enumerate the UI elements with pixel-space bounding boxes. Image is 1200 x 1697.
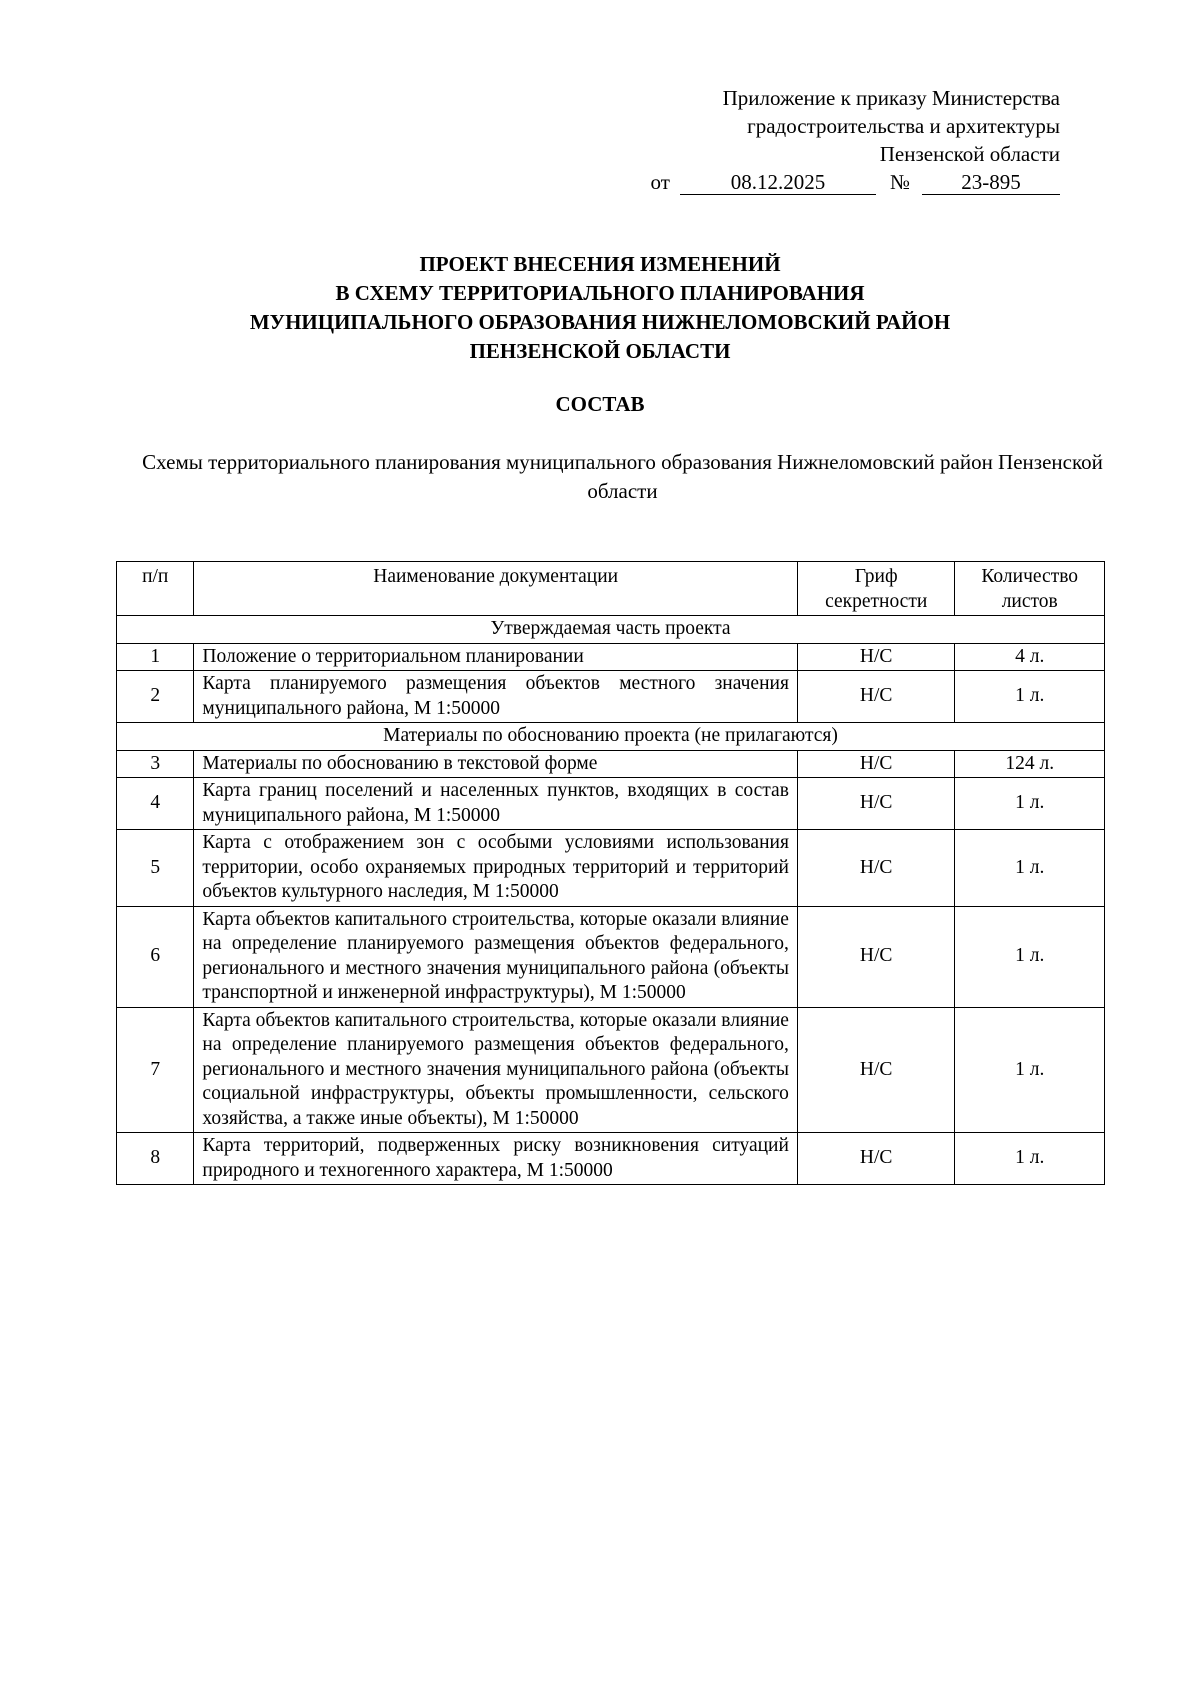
- header-grif: Гриф секретности: [797, 562, 955, 616]
- row-count: 1 л.: [955, 830, 1105, 907]
- row-grif: Н/С: [797, 906, 955, 1007]
- group-title: Материалы по обоснованию проекта (не прилагаются): [117, 723, 1105, 751]
- table-header-row: [117, 562, 1105, 616]
- row-num: 6: [117, 906, 194, 1007]
- row-count: 4 л.: [955, 643, 1105, 671]
- approval-stamp: [651, 84, 1060, 196]
- section-title: СОСТАВ: [555, 392, 645, 416]
- row-grif: Н/С: [797, 750, 955, 778]
- row-grif: Н/С: [797, 830, 955, 907]
- row-name: Карта границ поселений и населенных пунктов, входящих в состав муниципального района, М 1:50000: [194, 778, 798, 830]
- table-group-row: [117, 616, 1105, 644]
- row-grif: Н/С: [797, 778, 955, 830]
- row-num: 8: [117, 1133, 194, 1185]
- table-group-row: [117, 723, 1105, 751]
- title-line-2: В СХЕМУ ТЕРРИТОРИАЛЬНОГО ПЛАНИРОВАНИЯ: [335, 281, 865, 305]
- table-row: [117, 750, 1105, 778]
- row-grif: Н/С: [797, 1007, 955, 1133]
- order-date: 08.12.2025: [680, 170, 876, 195]
- row-count: 1 л.: [955, 906, 1105, 1007]
- row-name: Карта территорий, подверженных риску возникновения ситуаций природного и техногенного характера, М 1:50000: [194, 1133, 798, 1185]
- from-label: от: [650, 170, 670, 194]
- title-line-1: ПРОЕКТ ВНЕСЕНИЯ ИЗМЕНЕНИЙ: [419, 252, 781, 276]
- table-row: [117, 643, 1105, 671]
- row-name: Материалы по обоснованию в текстовой форме: [194, 750, 798, 778]
- row-name: Карта с отображением зон с особыми условиями использования территории, особо охраняемых природных территорий и территорий объектов культурного наследия, М 1:50000: [194, 830, 798, 907]
- approval-line-3: Пензенской области: [879, 142, 1060, 166]
- table-row: [117, 1133, 1105, 1185]
- header-count: Количество листов: [955, 562, 1105, 616]
- table-row: [117, 778, 1105, 830]
- row-name: Карта планируемого размещения объектов местного значения муниципального района, М 1:50000: [194, 671, 798, 723]
- title-line-3: МУНИЦИПАЛЬНОГО ОБРАЗОВАНИЯ НИЖНЕЛОМОВСКИЙ РАЙОН: [249, 310, 951, 334]
- row-count: 1 л.: [955, 671, 1105, 723]
- row-num: 2: [117, 671, 194, 723]
- row-count: 124 л.: [955, 750, 1105, 778]
- table-row: [117, 830, 1105, 907]
- row-name: Карта объектов капитального строительства, которые оказали влияние на определение планируемого размещения объектов федерального, регионального и местного значения муниципального района (объекты транспортной и инженерной инфраструктуры), М 1:50000: [194, 906, 798, 1007]
- row-grif: Н/С: [797, 643, 955, 671]
- row-name: Положение о территориальном планировании: [194, 643, 798, 671]
- order-number: 23-895: [922, 170, 1060, 195]
- document-subtitle: Схемы территориального планирования муниципального образования Нижнеломовский район Пензенской области: [142, 450, 1103, 503]
- table-row: [117, 671, 1105, 723]
- row-num: 7: [117, 1007, 194, 1133]
- header-num: п/п: [117, 562, 194, 616]
- approval-line-1: Приложение к приказу Министерства: [722, 86, 1060, 110]
- approval-refs: [651, 168, 1060, 196]
- row-num: 1: [117, 643, 194, 671]
- row-num: 4: [117, 778, 194, 830]
- group-title: Утверждаемая часть проекта: [117, 616, 1105, 644]
- row-name: Карта объектов капитального строительства, которые оказали влияние на определение планируемого размещения объектов федерального, регионального и местного значения муниципального района (объекты социальной инфраструктуры, объекты промышленности, сельского хозяйства, а также иные объекты), М 1:50000: [194, 1007, 798, 1133]
- approval-line-2: градостроительства и архитектуры: [747, 114, 1060, 138]
- table-row: [117, 906, 1105, 1007]
- header-name: Наименование документации: [194, 562, 798, 616]
- table-row: [117, 1007, 1105, 1133]
- title-line-4: ПЕНЗЕНСКОЙ ОБЛАСТИ: [469, 339, 731, 363]
- row-count: 1 л.: [955, 1007, 1105, 1133]
- row-num: 5: [117, 830, 194, 907]
- row-count: 1 л.: [955, 778, 1105, 830]
- number-label: №: [889, 170, 910, 194]
- row-num: 3: [117, 750, 194, 778]
- document-title: [0, 250, 1200, 366]
- row-grif: Н/С: [797, 671, 955, 723]
- row-count: 1 л.: [955, 1133, 1105, 1185]
- composition-table: [116, 561, 1105, 1185]
- row-grif: Н/С: [797, 1133, 955, 1185]
